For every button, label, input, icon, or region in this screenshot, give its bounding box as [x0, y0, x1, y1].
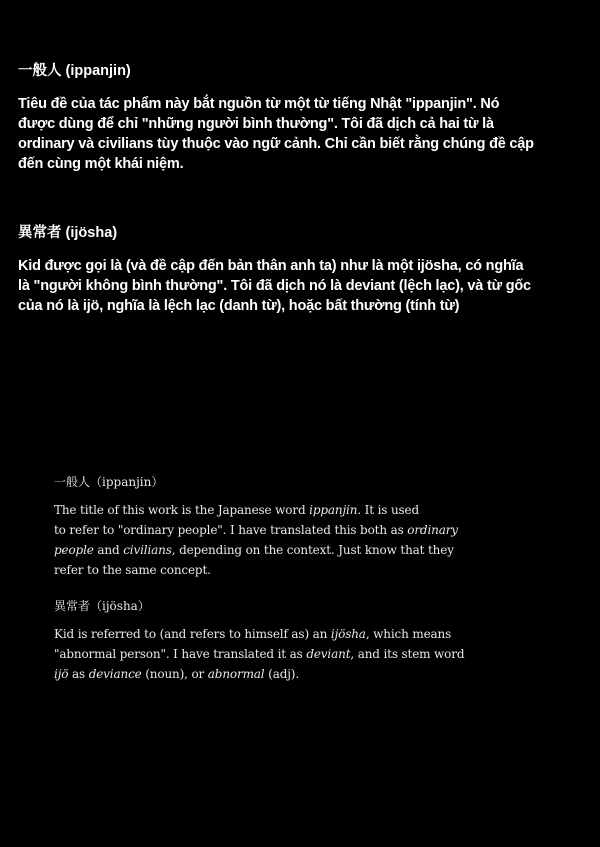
text-line: là "người không bình thường". Tôi đã dịch nó là deviant (lệch lạc), và từ gốc	[18, 278, 531, 294]
text-line	[54, 563, 211, 577]
text-line: Tiêu đề của tác phẩm này bắt nguồn từ một từ tiếng Nhật "ippanjin". Nó	[18, 96, 500, 112]
text-run: refer to the same concept.	[54, 563, 211, 577]
italic-term: deviant	[306, 647, 351, 661]
italic-term: people	[54, 543, 94, 557]
italic-term: deviance	[88, 667, 142, 681]
italic-term: ippanjin	[309, 503, 358, 517]
text-line	[54, 647, 464, 661]
text-run: (noun), or	[141, 667, 208, 681]
italic-term: civilians	[123, 543, 172, 557]
text-run: The title of this work is the Japanese word	[54, 503, 310, 517]
text-run: "abnormal person". I have translated it as	[54, 647, 307, 661]
text-line	[54, 503, 419, 517]
english-body-ippanjin	[54, 500, 494, 580]
vietnamese-heading-ippanjin: 一般人 (ippanjin)	[18, 63, 131, 79]
vietnamese-note-ijosha	[18, 224, 590, 316]
text-run: to refer to "ordinary people". I have translated this both as	[54, 523, 408, 537]
text-line: ordinary và civilians tùy thuộc vào ngữ cảnh. Chỉ cần biết rằng chúng đề cập	[18, 136, 534, 152]
english-note-ijosha	[54, 598, 494, 684]
english-heading-ippanjin: 一般人（ippanjin）	[54, 475, 164, 489]
english-note-ippanjin	[54, 474, 494, 580]
text-run: , and its stem word	[350, 647, 465, 661]
text-line	[54, 627, 451, 641]
text-run: , depending on the context. Just know that they	[171, 543, 454, 557]
italic-term: ijö	[54, 667, 69, 681]
vietnamese-body-ijosha	[18, 256, 590, 316]
text-line: Kid được gọi là (và đề cập đến bản thân anh ta) như là một ijösha, có nghĩa	[18, 258, 524, 274]
italic-term: ijösha	[330, 627, 366, 641]
text-run: , which means	[365, 627, 452, 641]
text-line	[54, 667, 299, 681]
italic-term: ordinary	[407, 523, 458, 537]
vietnamese-body-ippanjin	[18, 94, 590, 174]
italic-term: abnormal	[207, 667, 265, 681]
text-line: được dùng để chỉ "những người bình thường". Tôi đã dịch cả hai từ là	[18, 116, 494, 132]
english-body-ijosha	[54, 624, 494, 684]
text-line	[54, 543, 454, 557]
text-run: and	[93, 543, 124, 557]
text-line	[54, 523, 458, 537]
text-run: . It is used	[357, 503, 420, 517]
text-line: của nó là ijö, nghĩa là lệch lạc (danh từ), hoặc bất thường (tính từ)	[18, 298, 460, 314]
text-run: Kid is referred to (and refers to himself as) an	[54, 627, 331, 641]
vietnamese-heading-ijosha: 異常者 (ijösha)	[18, 225, 118, 241]
text-run: (adj).	[264, 667, 299, 681]
text-run: as	[68, 667, 89, 681]
vietnamese-note-ippanjin	[18, 62, 590, 174]
english-heading-ijosha: 異常者（ijösha）	[54, 599, 150, 613]
text-line: đến cùng một khái niệm.	[18, 156, 184, 172]
